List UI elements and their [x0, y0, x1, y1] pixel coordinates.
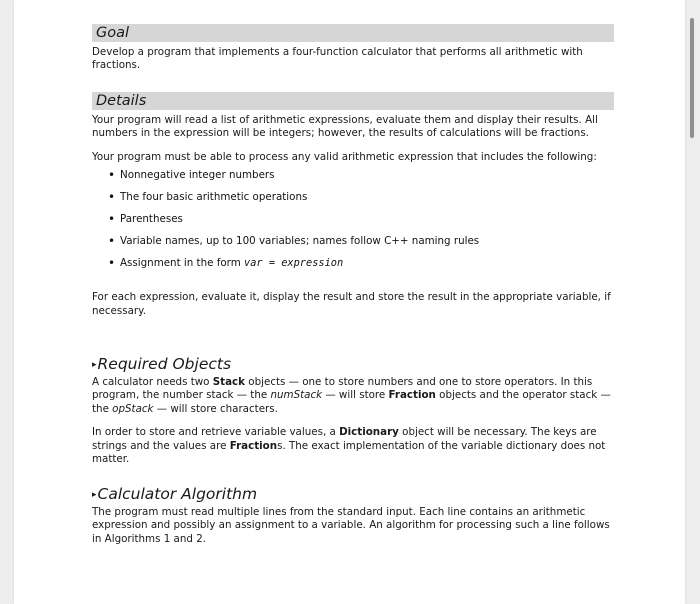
goal-section — [92, 24, 614, 73]
requirements-list — [92, 164, 614, 274]
bullet-icon: • — [108, 256, 116, 271]
details-heading: Details — [92, 92, 614, 110]
assignment-expression: var = expression — [244, 257, 344, 270]
bullet-icon: • — [108, 234, 116, 249]
calculator-algorithm-text: The program must read multiple lines from the standard input. Each line contains an arithmetic expression and possibly an assignment to a variable. An algorithm for processing such a line follows in Algorithms 1 and 2. — [92, 506, 610, 545]
required-objects-p1: A calculator needs two Stack objects — one to store numbers and one to store operators. In this program, the number stack — the numStack — will store Fraction objects and the operator stack — the opStack — will store characters. — [92, 376, 611, 415]
required-objects-p2: In order to store and retrieve variable values, a Dictionary object will be necessary. The keys are strings and the values are Fractions. The exact implementation of the variable dictionary does not matter. — [92, 426, 606, 466]
details-section — [92, 92, 614, 318]
bullet-icon: • — [108, 212, 116, 227]
goal-text: Develop a program that implements a four-function calculator that performs all arithmetic with fractions. — [92, 46, 583, 72]
list-item: • Variable names, up to 100 variables; names follow C++ naming rules — [92, 230, 614, 252]
calculator-algorithm-heading: ▸Calculator Algorithm — [92, 485, 258, 503]
details-lead: Your program must be able to process any valid arithmetic expression that includes the following: — [92, 150, 597, 163]
bullet-icon: • — [108, 190, 116, 205]
required-objects-heading: ▸Required Objects — [92, 355, 232, 373]
triangle-marker-icon: ▸ — [92, 360, 97, 370]
list-item: • Nonnegative integer numbers — [92, 164, 614, 186]
calculator-algorithm-section — [92, 485, 614, 546]
list-item: • The four basic arithmetic operations — [92, 186, 614, 208]
details-intro: Your program will read a list of arithmetic expressions, evaluate them and display their results. All numbers in the expression will be integers; however, the results of calculations will be fractions. — [92, 114, 598, 140]
bullet-icon: • — [108, 168, 116, 183]
goal-heading: Goal — [92, 24, 614, 42]
list-item: • Parentheses — [92, 208, 614, 230]
scrollbar[interactable] — [690, 18, 694, 138]
triangle-marker-icon: ▸ — [92, 490, 97, 500]
list-item: • Assignment in the form var = expression — [92, 252, 614, 274]
details-closing: For each expression, evaluate it, display the result and store the result in the appropriate variable, if necessary. — [92, 291, 611, 317]
required-objects-section — [92, 355, 614, 466]
